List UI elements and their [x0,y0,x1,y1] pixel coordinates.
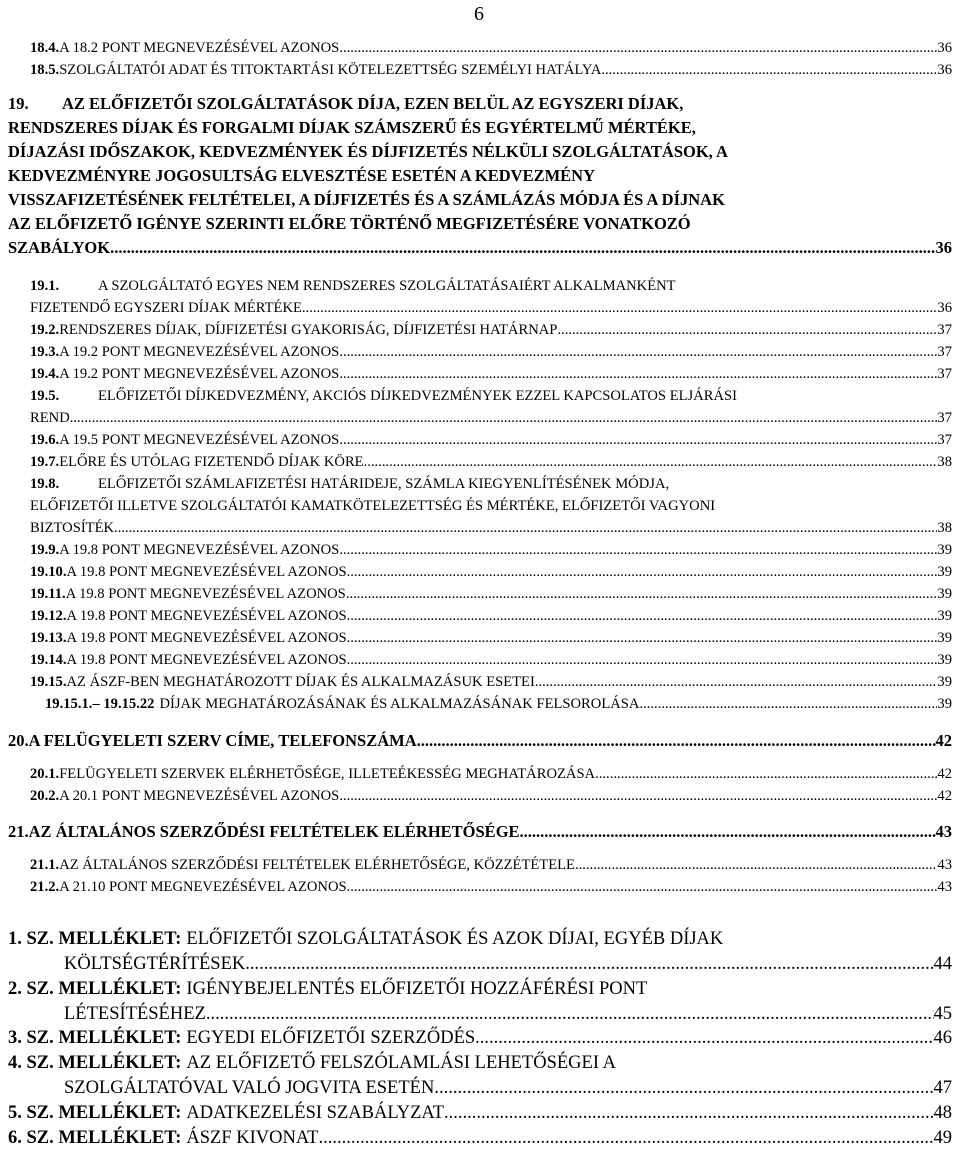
toc-page: 36 [937,300,952,316]
toc-number: 18.4. [30,40,60,56]
toc-leader [110,236,935,260]
toc-title-line: SZABÁLYOK [8,238,111,257]
toc-title: EGYEDI ELŐFIZETŐI SZERZŐDÉS [186,1028,476,1048]
toc-number: 19.3. [30,344,60,360]
toc-page: 42 [937,788,952,804]
toc-title: A 18.2 PONT MEGNEVEZÉSÉVEL AZONOS [59,40,340,56]
toc-leader [557,319,937,341]
toc-title: A 19.8 PONT MEGNEVEZÉSÉVEL AZONOS [66,564,347,580]
toc-title-line: A SZOLGÁLTATÓ EGYES NEM RENDSZERES SZOLGÁLTATÁSAIÉRT ALKALMANKÉNT [98,278,676,294]
toc-page: 46 [933,1028,952,1048]
toc-number: 19.9. [30,542,60,558]
toc-title-line: IGÉNYBEJELENTÉS ELŐFIZETŐI HOZZÁFÉRÉSI PONT [186,979,648,999]
toc-title: SZOLGÁLTATÓI ADAT ÉS TITOKTARTÁSI KÖTELEZETTSÉG SZEMÉLYI HATÁLYA [59,62,602,78]
toc-leader [347,876,938,898]
toc-leader [339,37,937,59]
toc-title: DÍJAK MEGHATÁROZÁSÁNAK ÉS ALKALMAZÁSÁNAK FELSOROLÁSA [159,696,640,712]
toc-leader [347,605,938,627]
toc-number: 19.10. [30,564,67,580]
toc-number: 19.13. [30,630,67,646]
toc-page: 39 [937,674,952,690]
toc-page: 39 [937,586,952,602]
toc-number: 18.5. [30,62,60,78]
toc-page: 39 [937,564,952,580]
toc-leader [444,1101,933,1126]
toc-number: 1. SZ. MELLÉKLET: [8,929,182,949]
toc-number: 19.6. [30,432,60,448]
toc-title: ELŐRE ÉS UTÓLAG FIZETENDŐ DÍJAK KÖRE [59,454,364,470]
toc-page: 37 [937,410,952,426]
toc-title: A 19.2 PONT MEGNEVEZÉSÉVEL AZONOS [59,366,340,382]
toc-number: 21.1. [30,857,60,873]
toc-leader [339,363,937,385]
toc-title-line: AZ ELŐFIZETŐ FELSZÓLAMLÁSI LEHETŐSÉGEI A [186,1053,616,1073]
toc-page: 36 [937,62,952,78]
toc-title-line: SZOLGÁLTATÓVAL VALÓ JOGVITA ESETÉN [64,1077,435,1098]
toc-title: A 19.2 PONT MEGNEVEZÉSÉVEL AZONOS [59,344,340,360]
toc-number: 19.8. [30,476,60,492]
toc-number: 19.11. [30,586,66,602]
toc-number: 19.4. [30,366,60,382]
toc-page: 43 [937,857,952,873]
toc-page: 39 [937,652,952,668]
toc-leader [575,854,937,876]
toc-number: 20. [8,731,29,750]
toc-leader [595,763,937,785]
toc-page: 39 [937,542,952,558]
toc-number: 20.2. [30,788,60,804]
toc-title-line: ELŐFIZETŐI ILLETVE SZOLGÁLTATÓI KAMATKÖTELEZETTSÉG ÉS MÉRTÉKE, ELŐFIZETŐI VAGYONI [30,498,716,514]
toc-page: 44 [933,953,952,974]
toc-leader [347,627,938,649]
toc-number: 19.5. [30,388,60,404]
toc-number: 19.1. [30,278,60,294]
toc-page: 47 [933,1077,952,1098]
toc-title-line: AZ ELŐFIZETŐI SZOLGÁLTATÁSOK DÍJA, EZEN BELÜL AZ EGYSZERI DÍJAK, [62,94,684,113]
toc-number: 19.2. [30,322,60,338]
toc-page: 37 [937,432,952,448]
toc-title: RENDSZERES DÍJAK, DÍJFIZETÉSI GYAKORISÁG, DÍJFIZETÉSI HATÁRNAP [59,322,558,338]
toc-leader [318,1126,933,1151]
toc-leader [520,820,936,844]
toc-page: 37 [937,344,952,360]
toc-leader [206,1002,934,1027]
toc-title-line: ELŐFIZETŐI SZOLGÁLTATÁSOK ÉS AZOK DÍJAI, EGYÉB DÍJAK [186,929,724,949]
toc-leader [601,59,937,81]
toc-page: 36 [937,40,952,56]
toc-leader [339,429,937,451]
toc-title: AZ ÁSZF-BEN MEGHATÁROZOTT DÍJAK ÉS ALKALMAZÁSUK ESETEI [66,674,535,690]
toc-title-line: REND [30,410,70,426]
toc-title-line: DÍJAZÁSI IDŐSZAKOK, KEDVEZMÉNYEK ÉS DÍJFIZETÉS NÉLKÜLI SZOLGÁLTATÁSOK, A [8,142,728,161]
toc-number: 6. SZ. MELLÉKLET: [8,1128,182,1148]
toc-number: 19.14. [30,652,67,668]
toc-number: 19. [8,94,29,113]
toc-title: A 19.8 PONT MEGNEVEZÉSÉVEL AZONOS [59,542,340,558]
toc-leader [639,693,937,715]
toc-leader [339,539,937,561]
toc-number: 19.15. [30,674,67,690]
toc-leader [364,451,938,473]
toc-page: 42 [935,731,952,750]
toc-title-line: AZ ELŐFIZETŐ IGÉNYE SZERINTI ELŐRE TÖRTÉNŐ MEGFIZETÉSÉRE VONATKOZÓ [8,214,691,233]
toc-title-line: RENDSZERES DÍJAK ÉS FORGALMI DÍJAK SZÁMSZERŰ ÉS EGYÉRTELMŰ MÉRTÉKE, [8,118,696,137]
toc-number: 19.12. [30,608,67,624]
toc-page: 42 [937,766,952,782]
toc-title: A 20.1 PONT MEGNEVEZÉSÉVEL AZONOS [59,788,340,804]
toc-leader [347,561,938,583]
toc-leader [302,297,937,319]
toc-leader [339,341,937,363]
toc-title-line: KEDVEZMÉNYRE JOGOSULTSÁG ELVESZTÉSE ESETÉN A KEDVEZMÉNY [8,166,595,185]
toc-title: ADATKEZELÉSI SZABÁLYZAT [186,1103,445,1123]
toc-leader [417,729,936,753]
toc-leader [245,952,933,977]
toc-title: A 19.5 PONT MEGNEVEZÉSÉVEL AZONOS [59,432,340,448]
toc-number: 21. [8,822,29,841]
toc-title: A 19.8 PONT MEGNEVEZÉSÉVEL AZONOS [66,608,347,624]
toc-title: A 19.8 PONT MEGNEVEZÉSÉVEL AZONOS [66,652,347,668]
toc-title-line: VISSZAFIZETÉSÉNEK FELTÉTELEI, A DÍJFIZETÉS ÉS A SZÁMLÁZÁS MÓDJA ÉS A DÍJNAK [8,190,725,209]
toc-title-line: BIZTOSÍTÉK [30,520,115,536]
toc-leader [339,785,937,807]
toc-title: AZ ÁLTALÁNOS SZERZŐDÉSI FELTÉTELEK ELÉRHETŐSÉGE, KÖZZÉTÉTELE [59,857,575,873]
toc-title-line: LÉTESÍTÉSÉHEZ [64,1003,206,1024]
toc-page: 39 [937,608,952,624]
toc-title-line: ELŐFIZETŐI SZÁMLAFIZETÉSI HATÁRIDEJE, SZÁMLA KIEGYENLÍTÉSÉNEK MÓDJA, [98,476,670,492]
toc-page: 39 [937,630,952,646]
toc-number: 20.1. [30,766,60,782]
toc-page: 38 [937,520,952,536]
toc-leader [346,583,938,605]
toc-page: 37 [937,322,952,338]
toc-number: 2. SZ. MELLÉKLET: [8,979,182,999]
toc-leader [475,1026,933,1051]
toc-number: 3. SZ. MELLÉKLET: [8,1028,182,1048]
toc-number: 19.15.1.– 19.15.22 [45,696,155,712]
toc-title: ÁSZF KIVONAT [186,1128,319,1148]
toc-leader [434,1076,933,1101]
toc-page: 48 [933,1103,952,1123]
toc-leader [535,671,938,693]
toc-page: 36 [935,238,952,257]
toc-leader [347,649,938,671]
toc-title-line: KÖLTSÉGTÉRÍTÉSEK [64,953,246,974]
toc-title: A 19.8 PONT MEGNEVEZÉSÉVEL AZONOS [65,586,346,602]
toc-page: 37 [937,366,952,382]
page-number: 6 [474,3,484,25]
toc-page: 49 [933,1128,952,1148]
toc-title: A 21.10 PONT MEGNEVEZÉSÉVEL AZONOS [59,879,347,895]
toc-title: FELÜGYELETI SZERVEK ELÉRHETŐSÉGE, ILLETEÉKESSÉG MEGHATÁROZÁSA [59,766,596,782]
toc-page: 45 [933,1003,952,1024]
toc-title-line: ELŐFIZETŐI DÍJKEDVEZMÉNY, AKCIÓS DÍJKEDVEZMÉNYEK EZZEL KAPCSOLATOS ELJÁRÁSI [98,388,737,404]
toc-leader [114,517,937,539]
toc-page: 43 [937,879,952,895]
toc-number: 5. SZ. MELLÉKLET: [8,1103,182,1123]
toc-page: 43 [935,822,952,841]
toc-title-line: FIZETENDŐ EGYSZERI DÍJAK MÉRTÉKE [30,300,302,316]
toc-title: AZ ÁLTALÁNOS SZERZŐDÉSI FELTÉTELEK ELÉRHETŐSÉGE [28,822,520,841]
toc-title: A FELÜGYELETI SZERV CÍME, TELEFONSZÁMA [28,731,417,750]
toc-leader [70,407,938,429]
toc-page: 39 [937,696,952,712]
toc-title: A 19.8 PONT MEGNEVEZÉSÉVEL AZONOS [66,630,347,646]
toc-number: 19.7. [30,454,60,470]
toc-number: 21.2. [30,879,60,895]
toc-page: 38 [937,454,952,470]
toc-number: 4. SZ. MELLÉKLET: [8,1053,182,1073]
